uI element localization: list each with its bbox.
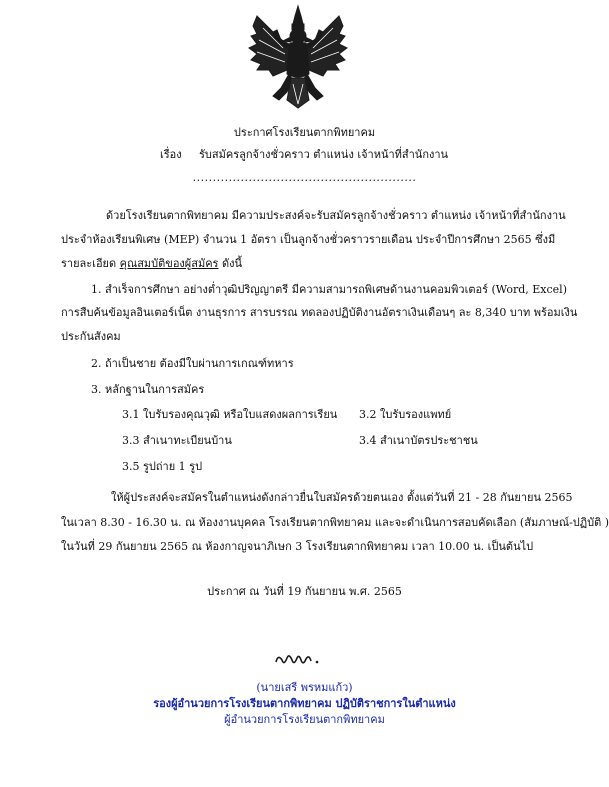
sub-item-3-5: 3.5 รูปถ่าย 1 รูป [122,460,203,473]
closing-line-1: ให้ผู้ประสงค์จะสมัครในตำแหน่งดังกล่าวยื่นใบสมัครด้วยตนเอง ตั้งแต่วันที่ 21 - 28 กันยายน 2565 [111,491,573,504]
sub-item-3-2: 3.2 ใบรับรองแพทย์ [359,408,452,421]
announce-date: ประกาศ ณ วันที่ 19 กันยายน พ.ศ. 2565 [207,585,402,598]
intro-line-3-prefix: รายละเอียด [61,257,117,270]
sub-item-3-3: 3.3 สำเนาทะเบียนบ้าน [122,434,232,447]
item-1-line-2: การสืบค้นข้อมูลอินเตอร์เน็ต งานธุรการ สารบรรณ ทดลองปฏิบัติงานอัตราเงินเดือนๆ ละ 8,340 บาท พร้อมเงิน [61,306,578,319]
intro-line-1: ด้วยโรงเรียนตากพิทยาคม มีความประสงค์จะรับสมัครลูกจ้างชั่วคราว ตำแหน่ง เจ้าหน้าที่สำนักงาน [106,209,566,222]
subject-text: รับสมัครลูกจ้างชั่วคราว ตำแหน่ง เจ้าหน้าที่สำนักงาน [199,148,449,161]
closing-line-2: ในเวลา 8.30 - 16.30 น. ณ ห้องงานบุคคล โรงเรียนตากพิทยาคม และจะดำเนินการสอบคัดเลือก (สัมภาษณ์-ปฏิบัติ ) [61,516,609,529]
handwritten-signature [270,648,330,670]
item-1-line-1: 1. สำเร็จการศึกษา อย่างต่ำวุฒิปริญญาตรี มีความสามารถพิเศษด้านงานคอมพิวเตอร์ (Word, Excel) [91,283,567,296]
closing-line-3: ในวันที่ 29 กันยายน 2565 ณ ห้องกาญจนาภิเษก 3 โรงเรียนตากพิทยาคม เวลา 10.00 น. เป็นต้นไป [61,540,534,553]
sub-item-3-4: 3.4 สำเนาบัตรประชาชน [359,434,478,447]
announcement-title: ประกาศโรงเรียนตากพิทยาคม [233,126,376,139]
title-divider: ........................................................ [192,171,417,184]
signer-position-line-1: รองผู้อำนวยการโรงเรียนตากพิทยาคม ปฏิบัติราชการในตำแหน่ง [153,697,456,710]
intro-line-3-suffix: ดังนี้ [221,257,243,270]
garuda-emblem-icon [243,4,353,112]
subject-label: เรื่อง [160,148,182,161]
item-2: 2. ถ้าเป็นชาย ต้องมีใบผ่านการเกณฑ์ทหาร [91,357,294,370]
item-1-line-3: ประกันสังคม [61,330,121,343]
sub-item-3-1: 3.1 ใบรับรองคุณวุฒิ หรือใบแสดงผลการเรียน [122,408,338,421]
signer-name: (นายเสรี พรหมแก้ว) [256,681,353,694]
intro-line-2: ประจำห้องเรียนพิเศษ (MEP) จำนวน 1 อัตรา เป็นลูกจ้างชั่วคราวรายเดือน ประจำปีการศึกษา 2565 ซึ่งมี [61,233,556,246]
intro-line-3 [61,257,242,271]
item-3: 3. หลักฐานในการสมัคร [91,383,205,396]
qualifications-heading: คุณสมบัติของผู้สมัคร [119,257,219,270]
signer-position-line-2: ผู้อำนวยการโรงเรียนตากพิทยาคม [224,713,385,726]
